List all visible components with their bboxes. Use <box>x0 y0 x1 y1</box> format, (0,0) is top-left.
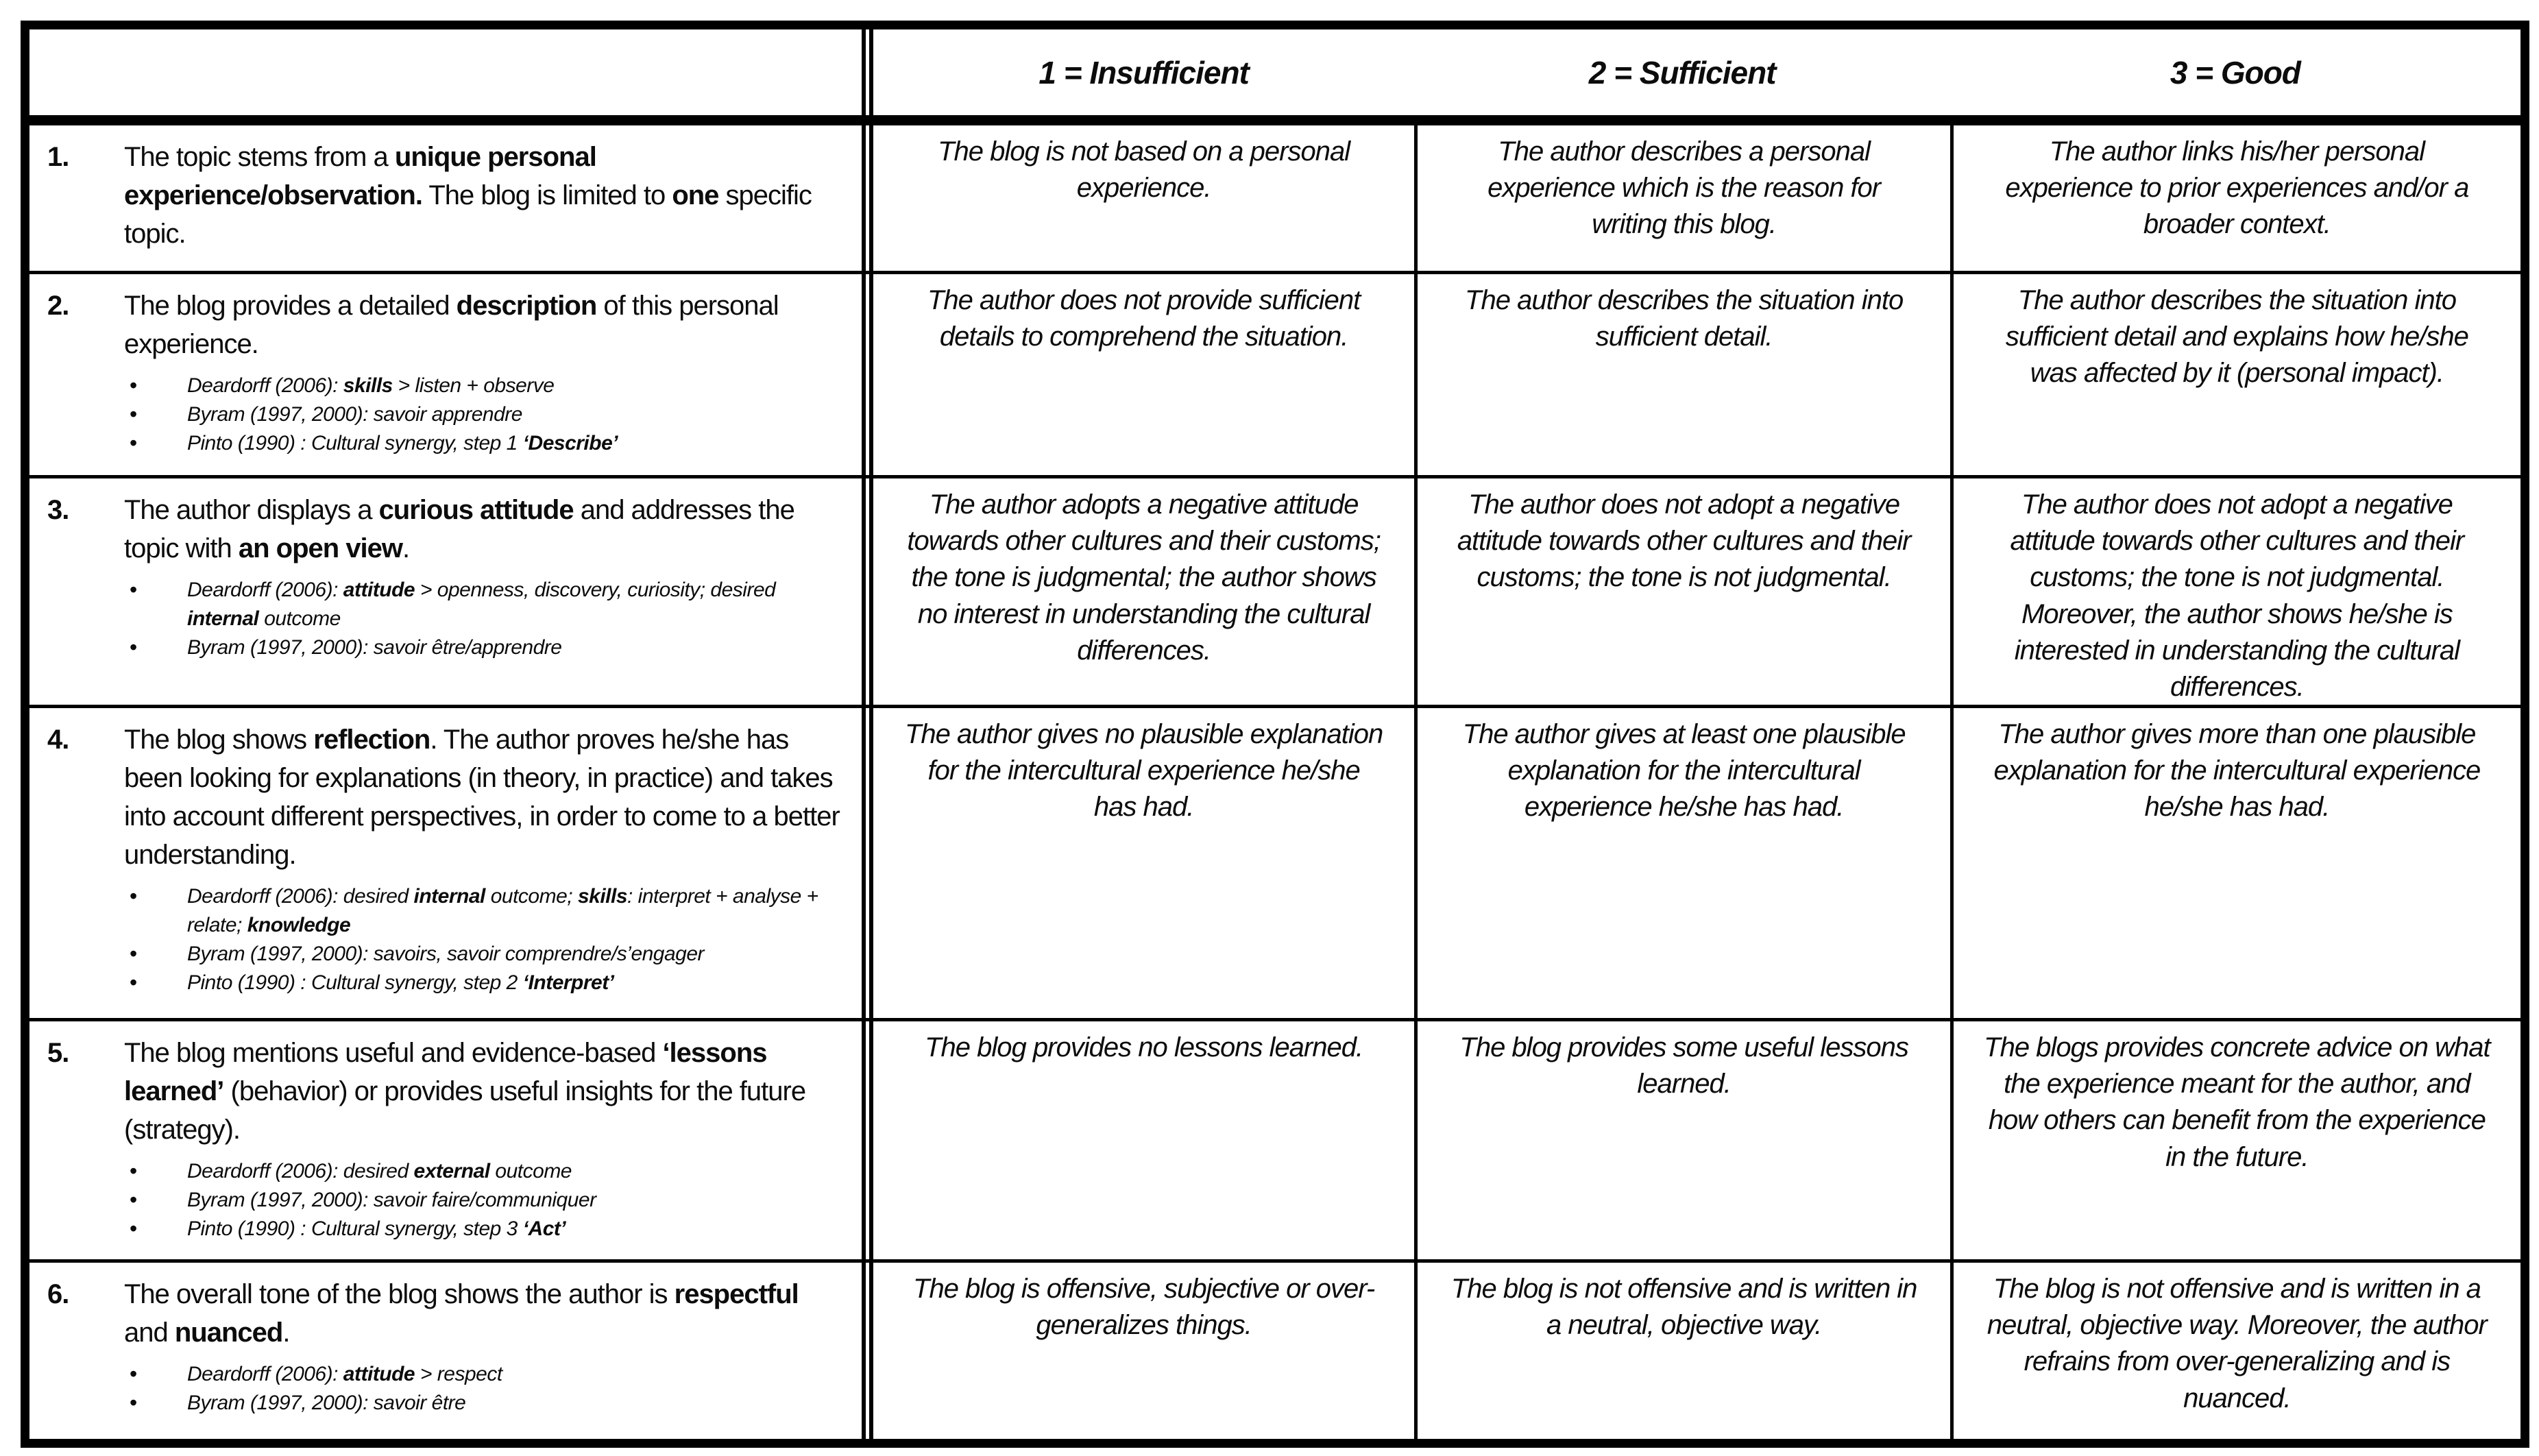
criterion-cell <box>29 274 862 475</box>
rating-sufficient-cell: The blog provides some useful lessons learned. <box>1414 1021 1949 1259</box>
reference-item: • Deardorff (2006): desired internal outcome; skills: interpret + analyse + relate; knowledge <box>124 882 848 940</box>
reference-item: • Pinto (1990) : Cultural synergy, step 2 ‘Interpret’ <box>124 969 848 997</box>
header-level-good: 3 = Good <box>2170 54 2300 90</box>
criterion-text: The blog provides a detailed description of this personal experience. <box>124 291 779 359</box>
criterion-references <box>124 882 848 997</box>
criterion-references <box>124 372 848 458</box>
rating-insufficient-cell: The author adopts a negative attitude towards other cultures and their customs; the tone is judgmental; the author shows no interest in understanding the cultural differences. <box>862 478 1415 705</box>
criterion-number: 3. <box>47 495 69 525</box>
rating-sufficient-cell: The author does not adopt a negative attitude towards other cultures and their customs; the tone is not judgmental. <box>1414 478 1949 705</box>
reference-item: • Byram (1997, 2000): savoir apprendre <box>124 400 848 429</box>
criterion-cell <box>29 1021 862 1259</box>
criterion-number: 1. <box>47 142 69 172</box>
reference-item: • Byram (1997, 2000): savoir faire/communiquer <box>124 1186 848 1215</box>
rubric-row <box>29 271 2520 475</box>
criterion-text: The author displays a curious attitude and addresses the topic with an open view. <box>124 495 794 563</box>
rubric-row <box>29 125 2520 271</box>
criterion-references <box>124 1360 848 1418</box>
reference-item: • Byram (1997, 2000): savoir être/apprendre <box>124 633 848 662</box>
criterion-number: 2. <box>47 291 69 321</box>
criterion-number: 5. <box>47 1038 69 1068</box>
criterion-number: 4. <box>47 725 69 755</box>
reference-item: • Deardorff (2006): skills > listen + observe <box>124 372 848 400</box>
rubric-table <box>21 21 2529 1448</box>
criterion-number: 6. <box>47 1279 69 1309</box>
reference-item: • Deardorff (2006): attitude > openness, discovery, curiosity; desired internal outcome <box>124 576 848 633</box>
criterion-body <box>124 1034 848 1259</box>
criterion-references <box>124 576 848 662</box>
rubric-row <box>29 1018 2520 1259</box>
rating-sufficient-cell: The author describes the situation into sufficient detail. <box>1414 274 1949 475</box>
rating-sufficient-cell: The author gives at least one plausible explanation for the intercultural experience he/she has had. <box>1414 708 1949 1018</box>
criterion-body <box>124 1275 848 1439</box>
criterion-references <box>124 1157 848 1243</box>
rating-insufficient-cell: The author does not provide sufficient details to comprehend the situation. <box>862 274 1415 475</box>
criterion-body <box>124 287 848 475</box>
rating-insufficient-cell: The blog is offensive, subjective or over-generalizes things. <box>862 1263 1415 1439</box>
header-level-insufficient: 1 = Insufficient <box>862 29 1415 115</box>
rating-insufficient-cell: The blog is not based on a personal experience. <box>862 125 1415 271</box>
criterion-cell <box>29 708 862 1018</box>
criterion-text: The blog shows reflection. The author proves he/she has been looking for explanations (in theory, in practice) and takes into account different perspectives, in order to come to a better understanding. <box>124 725 840 870</box>
rating-good-cell: The author does not adopt a negative attitude towards other cultures and their customs; the tone is not judgmental. Moreover, the author shows he/she is interested in understanding the cultural differences. <box>1950 478 2520 705</box>
rubric-row <box>29 475 2520 705</box>
header-criteria-spacer <box>29 29 862 115</box>
rating-good-cell: The blog is not offensive and is written in a neutral, objective way. Moreover, the author refrains from over-generalizing and is nuanced. <box>1950 1263 2520 1439</box>
criterion-body <box>124 720 848 1018</box>
reference-item: • Byram (1997, 2000): savoirs, savoir comprendre/s’engager <box>124 940 848 969</box>
rating-sufficient-cell: The blog is not offensive and is written in a neutral, objective way. <box>1414 1263 1949 1439</box>
criterion-cell <box>29 1263 862 1439</box>
criterion-text: The blog mentions useful and evidence-based ‘lessons learned’ (behavior) or provides useful insights for the future (strategy). <box>124 1038 806 1145</box>
rubric-header-row <box>29 29 2520 125</box>
rating-insufficient-cell: The blog provides no lessons learned. <box>862 1021 1415 1259</box>
reference-item: • Deardorff (2006): attitude > respect <box>124 1360 848 1389</box>
reference-item: • Pinto (1990) : Cultural synergy, step 3 ‘Act’ <box>124 1215 848 1243</box>
rating-good-cell: The author gives more than one plausible explanation for the intercultural experience he/she has had. <box>1950 708 2520 1018</box>
rating-good-cell: The blogs provides concrete advice on what the experience meant for the author, and how others can benefit from the experience in the future. <box>1950 1021 2520 1259</box>
criterion-text: The topic stems from a unique personal experience/observation. The blog is limited to one specific topic. <box>124 142 812 249</box>
rubric-row <box>29 1259 2520 1439</box>
rating-insufficient-cell: The author gives no plausible explanation for the intercultural experience he/she has had. <box>862 708 1415 1018</box>
rating-good-cell: The author links his/her personal experience to prior experiences and/or a broader context. <box>1950 125 2520 271</box>
criterion-cell <box>29 478 862 705</box>
criterion-cell <box>29 125 862 271</box>
header-level-sufficient: 2 = Sufficient <box>1588 54 1776 90</box>
reference-item: • Pinto (1990) : Cultural synergy, step 1 ‘Describe’ <box>124 429 848 458</box>
rubric-row <box>29 705 2520 1018</box>
criterion-body <box>124 138 848 271</box>
rating-sufficient-cell: The author describes a personal experience which is the reason for writing this blog. <box>1414 125 1949 271</box>
criterion-body <box>124 491 848 705</box>
rating-good-cell: The author describes the situation into sufficient detail and explains how he/she was affected by it (personal impact). <box>1950 274 2520 475</box>
reference-item: • Deardorff (2006): desired external outcome <box>124 1157 848 1186</box>
reference-item: • Byram (1997, 2000): savoir être <box>124 1389 848 1418</box>
criterion-text: The overall tone of the blog shows the author is respectful and nuanced. <box>124 1279 799 1348</box>
